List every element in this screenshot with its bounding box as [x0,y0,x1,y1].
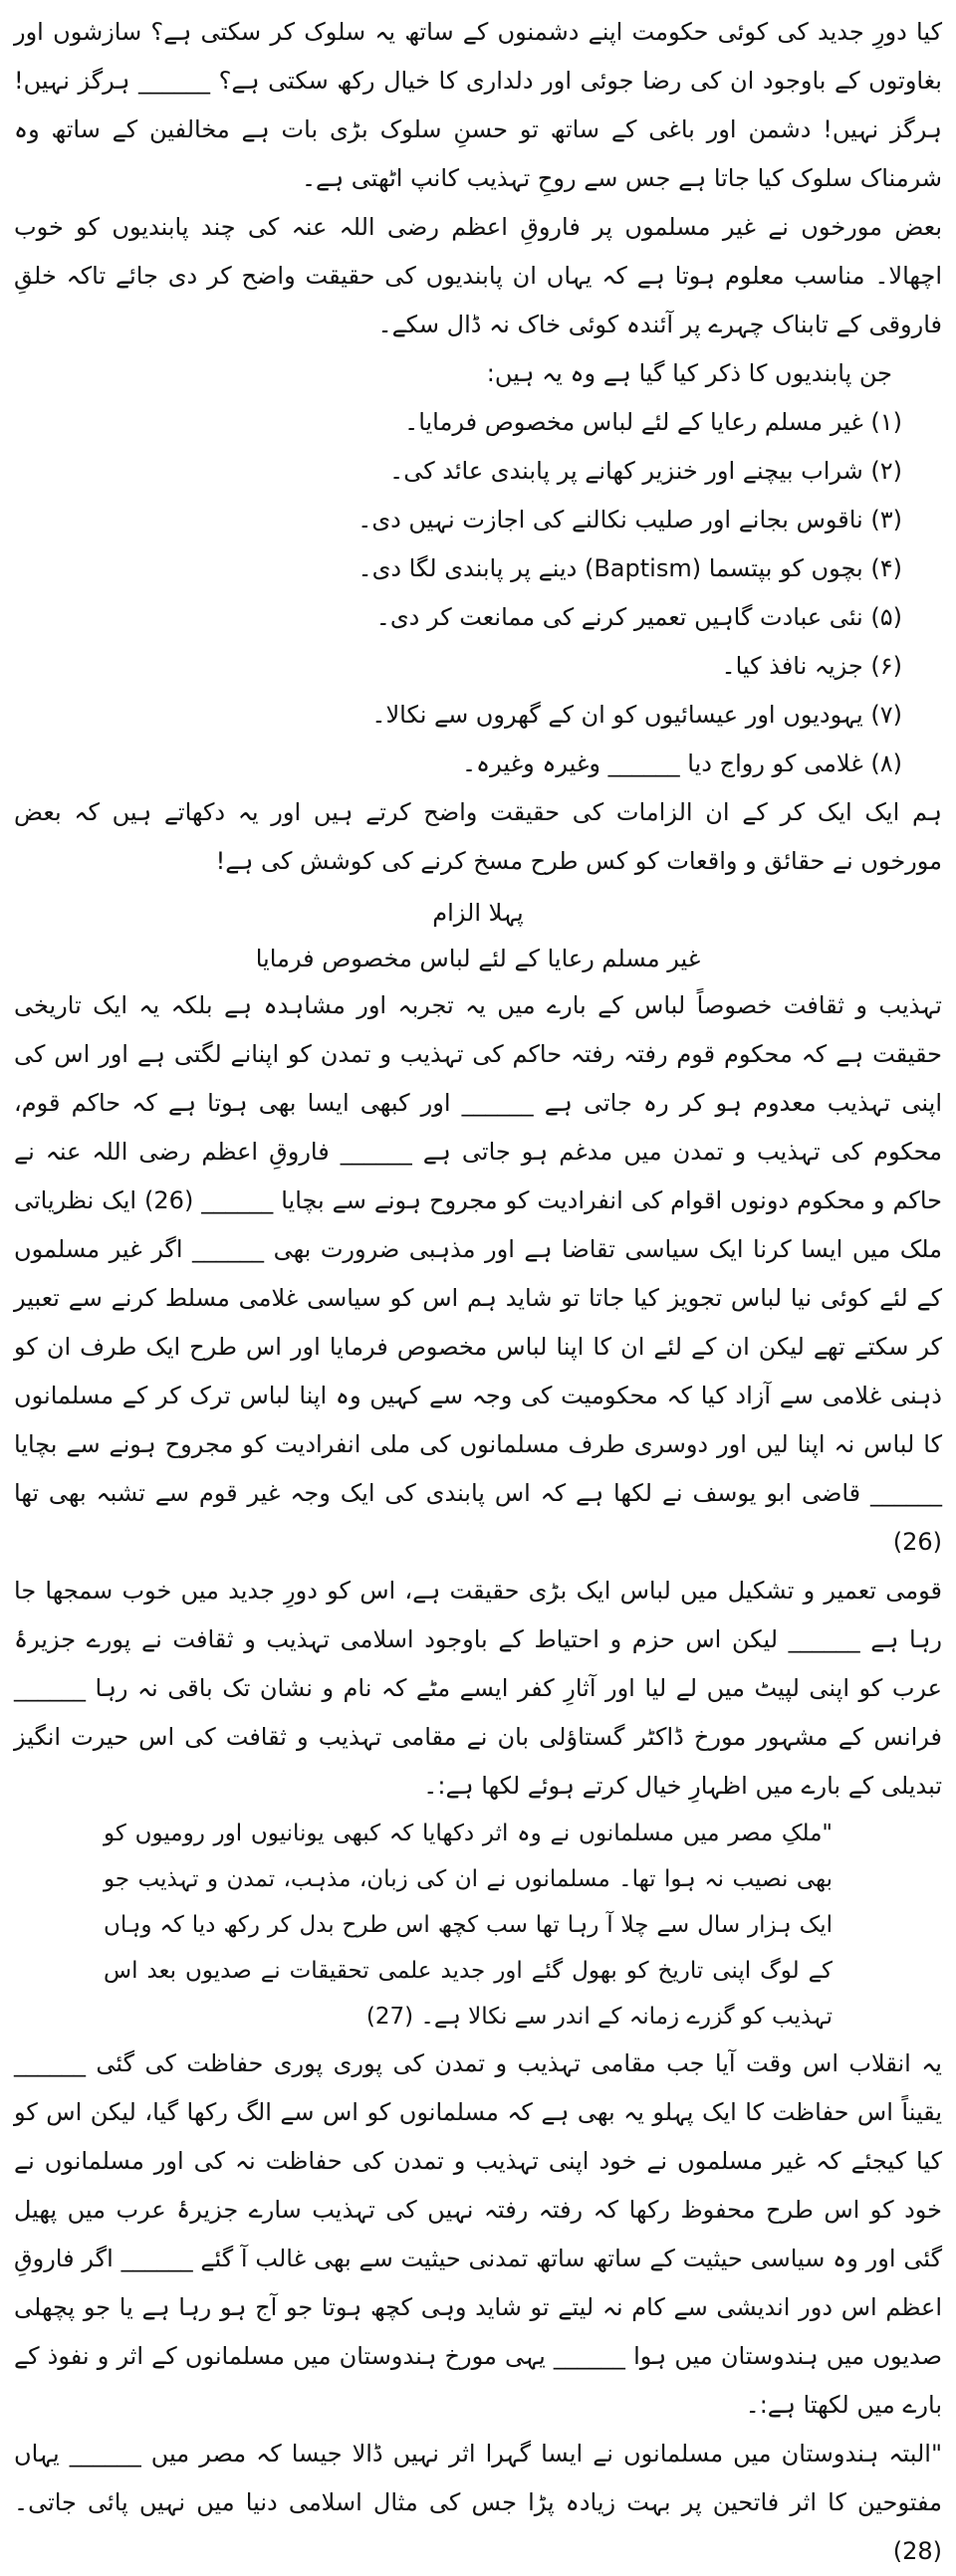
list-item: (۲) شراب بیچنے اور خنزیر کھانے پر پابندی عائد کی۔ [389,457,902,485]
restrictions-list [14,398,942,788]
paragraph-historians-restrictions: بعض مورخوں نے غیر مسلموں پر فاروقِ اعظم رضی اللہ عنہ کی چند پابندیوں کو خوب اچھالا۔ مناسب معلوم ہوتا ہے کہ یہاں ان پابندیوں کی حقیقت واضح کر دی جائے تاکہ خلقِ فاروقی کے تابناک چہرے پر آئندہ کوئی خاک نہ ڈال سکے۔ [14,213,942,338]
section-subtitle: غیر مسلم رعایا کے لئے لباس مخصوص فرمایا [255,945,701,972]
list-item: (۳) ناقوس بجانے اور صلیب نکالنے کی اجازت نہیں دی۔ [358,506,902,534]
list-item: (۱) غیر مسلم رعایا کے لئے لباس مخصوص فرمایا۔ [404,408,902,436]
restrictions-list-intro: جن پابندیوں کا ذکر کیا گیا ہے وہ یہ ہیں: [486,359,892,387]
list-item: (۸) غلامی کو رواج دیا ______ وغیرہ وغیرہ۔ [461,750,902,777]
paragraph-culture-dress: تہذیب و ثقافت خصوصاً لباس کے بارے میں یہ تجربہ اور مشاہدہ ہے بلکہ یہ ایک تاریخی حقیقت ہے کہ محکوم قوم رفتہ رفتہ حاکم کی تہذیب و تمدن کو اپنانے لگتی ہے اور اس کی اپنی تہذیب معدوم ہو کر رہ جاتی ہے ______ اور کبھی ایسا بھی ہوتا ہے کہ حاکم قوم، محکوم کی تہذیب و تمدن میں مدغم ہو جاتی ہے ______ فاروقِ اعظم رضی اللہ عنہ نے حاکم و محکوم دونوں اقوام کی انفرادیت کو مجروح ہونے سے بچایا ______ (26) ایک نظریاتی ملک میں ایسا کرنا ایک سیاسی تقاضا ہے اور مذہبی ضرورت بھی ______ اگر غیر مسلموں کے لئے کوئی نیا لباس تجویز کیا جاتا تو شاید ہم اس کو سیاسی غلامی مسلط کرنے سے تعبیر کر سکتے تھے لیکن ان کے لئے ان کا اپنا لباس مخصوص فرمایا اور اس طرح ایک طرف ان کو ذہنی غلامی سے آزاد کیا کہ محکومیت کی وجہ سے کہیں وہ اپنا لباس ترک کر کے مسلمانوں کا لباس نہ اپنا لیں اور دوسری طرف مسلمانوں کی ملی انفرادیت کو مجروح ہونے سے بچایا ______ قاضی ابو یوسف نے لکھا ہے کہ اس پابندی کی ایک وجہ غیر قوم سے تشبہ بھی تھا (26) [14,991,942,1556]
paragraph-india-quote: "البتہ ہندوستان میں مسلمانوں نے ایسا گہرا اثر نہیں ڈالا جیسا کہ مصر میں ______ یہاں مفتوحین کا اثر فاتحین پر بہت زیادہ پڑا جس کی مثال اسلامی دنیا میں نہیں پائی جاتی۔ (28) [14,2440,942,2565]
paragraph-after-list: ہم ایک ایک کر کے ان الزامات کی حقیقت واضح کرتے ہیں اور یہ دکھاتے ہیں کہ بعض مورخوں نے حقائق و واقعات کو کس طرح مسخ کرنے کی کوشش کی ہے! [14,798,942,875]
list-item: (۶) جزیہ نافذ کیا۔ [721,652,902,680]
list-item: (۷) یہودیوں اور عیسائیوں کو ان کے گھروں سے نکالا۔ [371,701,902,729]
paragraph-national-dress: قومی تعمیر و تشکیل میں لباس ایک بڑی حقیقت ہے، اس کو دورِ جدید میں خوب سمجھا جا رہا ہے ______ لیکن اس حزم و احتیاط کے باوجود اسلامی تہذیب و ثقافت نے پورے جزیرۂ عرب کو اپنی لپیٹ میں لے لیا اور آثارِ کفر ایسے مٹے کہ نام و نشان تک باقی نہ رہا ______ فرانس کے مشہور مورخ ڈاکٹر گستاؤلی بان نے مقامی تہذیب و ثقافت کی اس حیرت انگیز تبدیلی کے بارے میں اظہارِ خیال کرتے ہوئے لکھا ہے:۔ [14,1577,942,1800]
list-item: (۴) بچوں کو بپتسما (Baptism) دینے پر پابندی لگا دی۔ [358,554,902,582]
paragraph-intro-question: کیا دورِ جدید کی کوئی حکومت اپنے دشمنوں کے ساتھ یہ سلوک کر سکتی ہے؟ سازشوں اور بغاوتوں کے باوجود ان کی رضا جوئی اور دلداری کا خیال رکھ سکتی ہے؟ ______ ہرگز نہیں! ہرگز نہیں! دشمن اور باغی کے ساتھ تو حسنِ سلوک بڑی بات ہے مخالفین کے ساتھ وہ شرمناک سلوک کیا جاتا ہے جس سے روحِ تہذیب کانپ اٹھتی ہے۔ [14,18,942,192]
list-item: (۵) نئی عبادت گاہیں تعمیر کرنے کی ممانعت کر دی۔ [375,603,902,631]
paragraph-revolution: یہ انقلاب اس وقت آیا جب مقامی تہذیب و تمدن کی پوری پوری حفاظت کی گئی ______ یقیناً اس حفاظت کا ایک پہلو یہ بھی ہے کہ مسلمانوں کو اس سے الگ رکھا گیا، لیکن اس کو کیا کیجئے کہ غیر مسلموں نے خود اپنی تہذیب و تمدن کی حفاظت نہ کی اور مسلمانوں نے خود کو اس طرح محفوظ رکھا کہ رفتہ رفتہ نہیں کی تہذیب سارے جزیرۂ عرب میں پھیل گئی اور وہ سیاسی حیثیت کے ساتھ ساتھ تمدنی حیثیت سے بھی غالب آ گئے ______ اگر فاروقِ اعظم اس دور اندیشی سے کام نہ لیتے تو شاید وہی کچھ ہوتا جو آج ہو رہا ہے یا جو پچھلی صدیوں میں ہندوستان میں ہوا ______ یہی مورخ ہندوستان میں مسلمانوں کے اثر و نفوذ کے بارے میں لکھتا ہے:۔ [14,2049,943,2419]
block-quote-egypt: "ملکِ مصر میں مسلمانوں نے وہ اثر دکھایا کہ کبھی یونانیوں اور رومیوں کو بھی نصیب نہ ہوا تھا۔ مسلمانوں نے ان کی زبان، مذہب، تمدن و تہذیب جو ایک ہزار سال سے چلا آ رہا تھا سب کچھ اس طرح بدل کر رکھ دیا کہ وہاں کے لوگ اپنی تاریخ کو بھول گئے اور جدید علمی تحقیقات نے صدیوں بعد اس تہذیب کو گزرے زمانہ کے اندر سے نکالا ہے۔ (27) [104,1821,833,2030]
section-title: پہلا الزام [432,899,524,927]
